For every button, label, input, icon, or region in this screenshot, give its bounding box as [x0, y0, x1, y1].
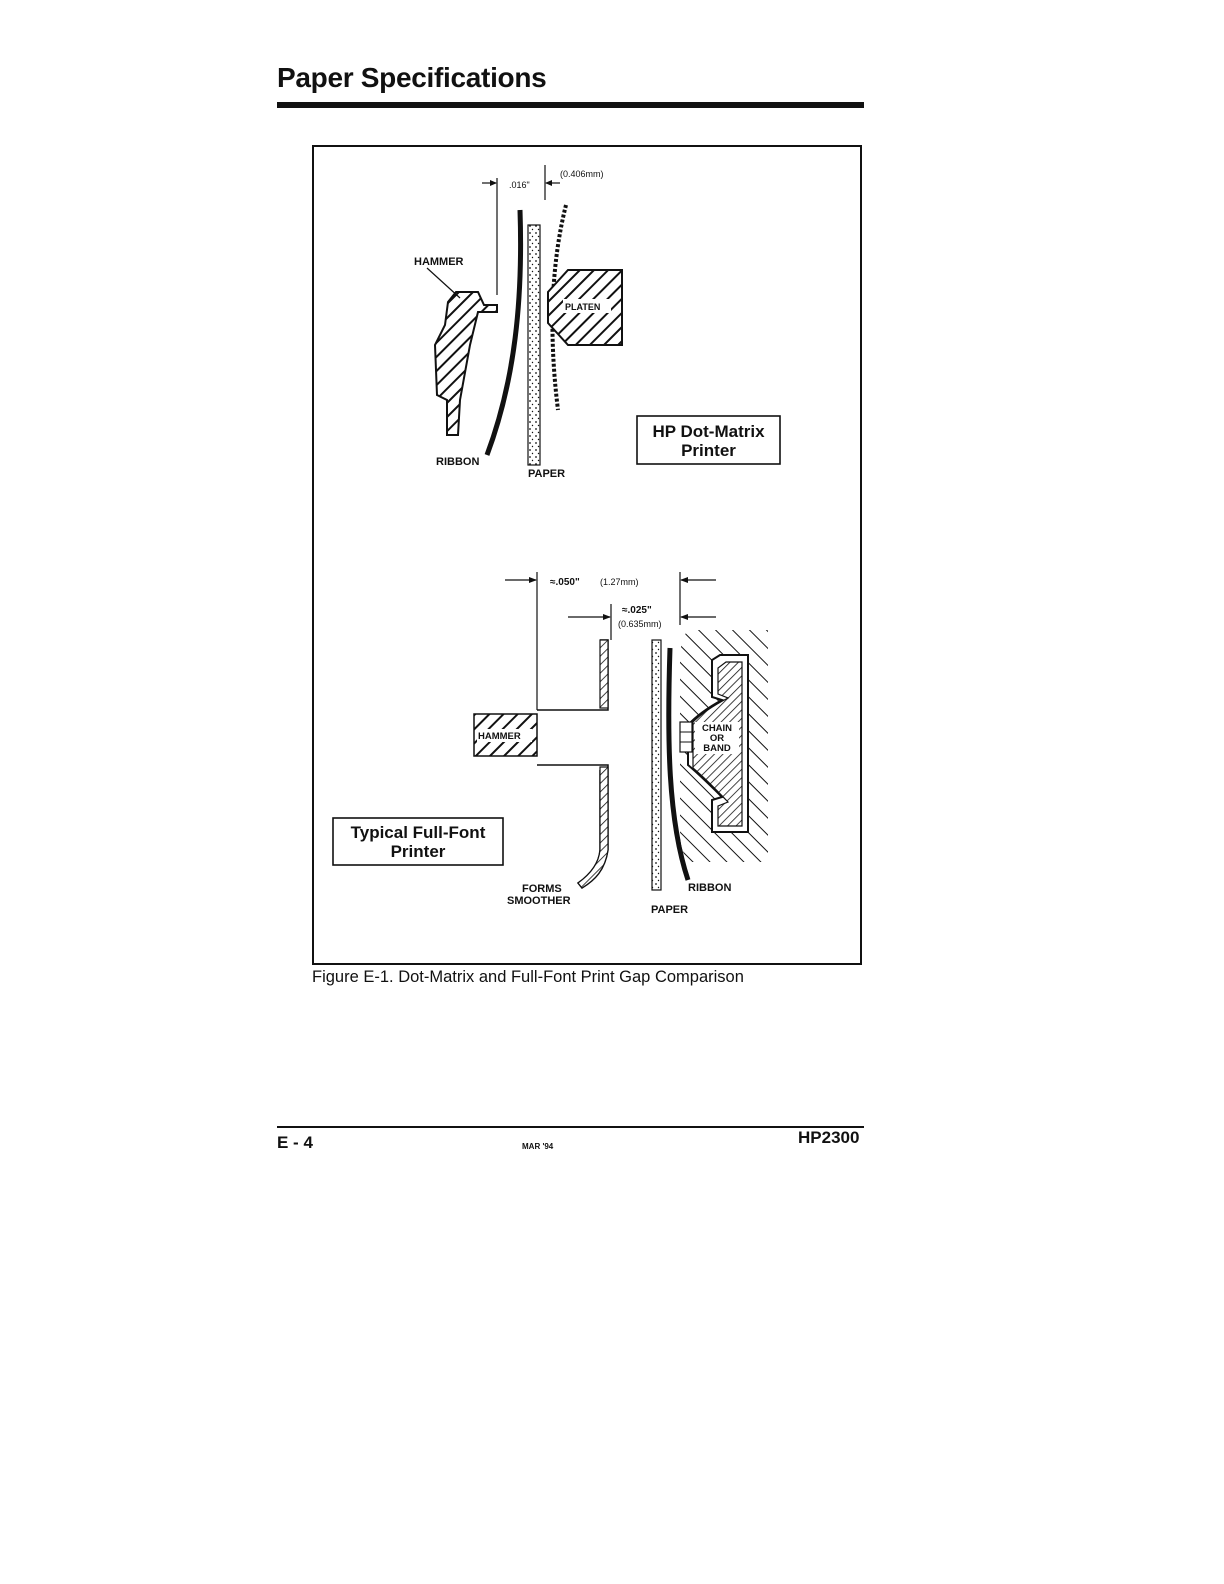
gap2-mm-label: (0.635mm) — [618, 619, 662, 629]
hammer-label: HAMMER — [414, 256, 464, 268]
figure-caption: Figure E-1. Dot-Matrix and Full-Font Print Gap Comparison — [312, 968, 744, 986]
dot-matrix-diagram — [414, 165, 780, 480]
paper — [528, 225, 565, 480]
gap2-inch-label: ≈.025" — [622, 605, 652, 616]
page-title: Paper Specifications — [277, 62, 547, 93]
footer-date: MAR '94 — [522, 1142, 554, 1151]
dot-matrix-label-line1: HP Dot-Matrix — [652, 422, 765, 441]
ribbon-label: RIBBON — [436, 456, 480, 468]
full-font-label-line2: Printer — [390, 842, 446, 861]
paper-bottom-label: PAPER — [651, 904, 689, 916]
chain-label-1: CHAIN — [701, 723, 733, 734]
full-font-diagram — [333, 572, 768, 916]
hammer-bottom — [474, 714, 537, 756]
forms-smoother-label-2: SMOOTHER — [507, 895, 571, 907]
page-number: E - 4 — [277, 1133, 313, 1152]
dot-matrix-label-line2: Printer — [681, 441, 736, 460]
full-font-label-box — [333, 818, 503, 865]
paper-label: PAPER — [528, 468, 566, 480]
chain-label-2: OR — [709, 733, 725, 744]
platen-label: PLATEN — [565, 302, 601, 312]
hammer-bottom-label: HAMMER — [478, 731, 521, 742]
footer-model: HP2300 — [798, 1128, 860, 1147]
gap-inch-label: .016" — [509, 180, 530, 190]
forms-smoother-label-1: FORMS — [522, 883, 562, 895]
chain-label-3: BAND — [703, 743, 731, 754]
dot-matrix-label-box — [637, 416, 780, 464]
chain-or-band — [680, 630, 768, 862]
gap1-mm-label: (1.27mm) — [600, 577, 639, 587]
forms-smoother — [507, 640, 608, 907]
hammer — [414, 256, 497, 435]
full-font-label-line1: Typical Full-Font — [350, 823, 486, 842]
ribbon-bottom-label: RIBBON — [688, 882, 732, 894]
gap1-inch-label: ≈.050" — [550, 577, 580, 588]
footer-rule — [277, 1126, 864, 1128]
platen — [548, 270, 622, 345]
gap-mm-label: (0.406mm) — [560, 169, 604, 179]
